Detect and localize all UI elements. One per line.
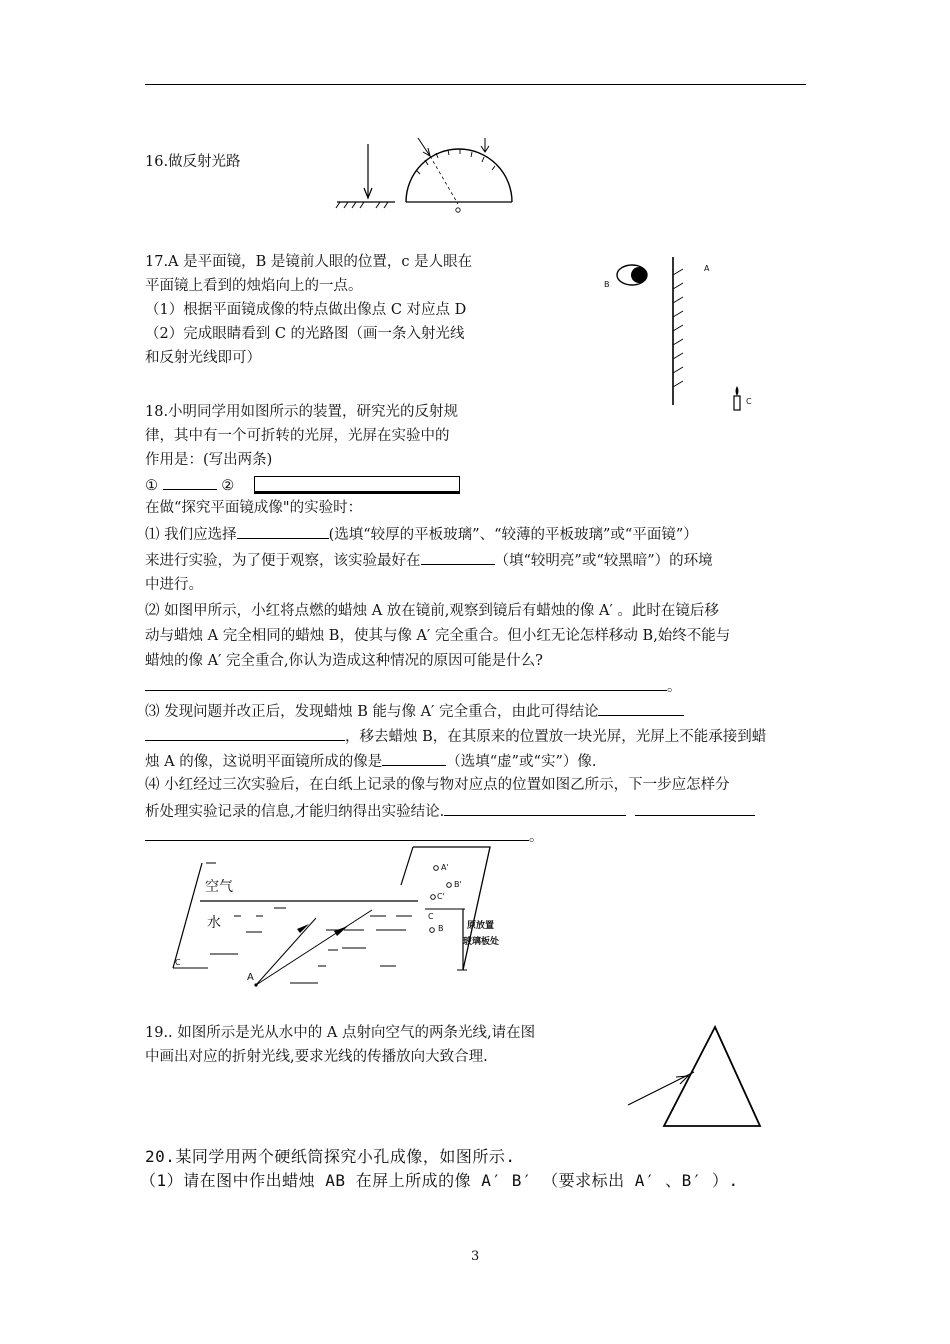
q18-p2-answer-line: 。 [145, 674, 682, 698]
board-label-c-prime: C' [437, 892, 445, 901]
q18-blank-1[interactable] [163, 473, 217, 490]
q17-figure [595, 255, 765, 420]
q18-p1-line1: ⑴ 我们应选择 (选填“较厚的平板玻璃”、“较薄的平板玻璃”或“平面镜”） [145, 522, 698, 546]
q18-p4-blank-3[interactable] [145, 824, 529, 841]
q16-label: 16.做反射光路 [145, 154, 241, 170]
water-fig-corner-c: C [175, 958, 181, 967]
q18-p4-line2: 析处理实验记录的信息,才能归纳得出实验结论. [145, 799, 755, 823]
q17-candle-label: C [746, 397, 752, 406]
q18-p4-blank-1[interactable] [444, 799, 626, 816]
q19-prism-figure [620, 1022, 770, 1132]
q17-line-1: 17.A 是平面镜，B 是镜前人眼的位置，c 是人眼在 [145, 254, 473, 270]
q18-line-1: 18.小明同学用如图所示的装置，研究光的反射规 [145, 404, 459, 420]
q18-p3-line3: 烛 A 的像，这说明平面镜所成的像是 （选填“虚”或“实”）像. [145, 749, 596, 773]
q18-blank-2[interactable] [254, 476, 460, 494]
q19-line-1: 19.. 如图所示是光从水中的 A 点射向空气的两条光线,请在图 [145, 1025, 536, 1041]
q19-line-2: 中画出对应的折射光线,要求光线的传播放向大致合理. [145, 1049, 488, 1065]
q18-p3-line2: ，移去蜡烛 B，在其原来的位置放一块光屏，光屏上不能承接到蜡 [145, 724, 766, 748]
q17-line-3: （1）根据平面镜成像的特点做出像点 C 对应点 D [145, 302, 467, 318]
q18-blank-row [145, 473, 234, 497]
q17-line-2: 平面镜上看到的烛焰向上的一点。 [145, 278, 363, 294]
q18-intro: 在做“探究平面镜成像"的实验时： [145, 500, 363, 516]
q17-line-5: 和反射光线即可） [145, 350, 261, 366]
water-fig-water-label: 水 [207, 915, 221, 931]
q18-p4-line3: 。 [145, 824, 544, 848]
board-label-c: C [428, 912, 434, 921]
q17-line-4: （2）完成眼睛看到 C 的光路图（画一条入射光线 [145, 326, 465, 342]
q18-p3-blank-conclusion[interactable] [598, 699, 684, 716]
q20-line-2: （1）请在图中作出蜡烛 AB 在屏上所成的像 A′ B′ （要求标出 A′ 、B′ ）. [140, 1171, 739, 1190]
q18-p3-blank-conclusion-cont[interactable] [145, 724, 345, 741]
q17-eye-label: B [604, 280, 610, 289]
q18-blank1-prefix: ① [145, 478, 158, 494]
board-note-1: 原放置 [467, 921, 495, 931]
page-number: 3 [471, 1249, 480, 1264]
board-figure [395, 845, 525, 970]
q18-p2-line2: 动与蜡烛 A 完全相同的蜡烛 B，使其与像 A′ 完全重合。但小红无论怎样移动 B,始终不能与 [145, 628, 731, 644]
q18-p1-line2: 来进行实验，为了便于观察，该实验最好在 （填“较明亮”或“较黑暗”）的环境 [145, 548, 713, 572]
q18-p1-blank-glass[interactable] [237, 522, 329, 539]
water-fig-point-a: A [247, 972, 254, 983]
q20-line-1: 20.某同学用两个硬纸筒探究小孔成像，如图所示. [145, 1147, 516, 1166]
q18-p2-line1: ⑵ 如图甲所示，小红将点燃的蜡烛 A 放在镜前,观察到镜后有蜡烛的像 A′ 。此时在镜后移 [145, 603, 719, 619]
q18-line-3: 作用是：(写出两条) [145, 452, 273, 468]
q18-p3-blank-image-type[interactable] [382, 749, 446, 766]
q18-p4-blank-2[interactable] [635, 799, 755, 816]
q18-line-2: 律，其中有一个可折转的光屏，光屏在实验中的 [145, 428, 450, 444]
q18-p2-blank[interactable] [145, 674, 667, 691]
water-fig-air-label: 空气 [205, 879, 233, 895]
q18-p3-line1: ⑶ 发现问题并改正后，发现蜡烛 B 能与像 A′ 完全重合，由此可得结论 [145, 699, 684, 723]
q18-p1-line3: 中进行。 [145, 577, 203, 593]
board-label-b: B [438, 924, 444, 933]
q16-figure [330, 130, 530, 220]
q18-p2-line3: 蜡烛的像 A′ 完全重合,你认为造成这种情况的原因可能是什么? [145, 653, 543, 669]
board-label-a-prime: A' [441, 863, 449, 872]
board-note-2: 玻璃板处 [463, 937, 500, 947]
board-label-b-prime: B' [454, 880, 462, 889]
q18-blank2-prefix: ② [221, 478, 235, 494]
header-rule [145, 84, 806, 85]
q17-mirror-label: A [704, 264, 710, 273]
q18-p4-line1: ⑷ 小红经过三次实验后，在白纸上记录的像与物对应点的位置如图乙所示，下一步应怎样分 [145, 777, 730, 793]
q18-p1-blank-env[interactable] [421, 548, 495, 565]
